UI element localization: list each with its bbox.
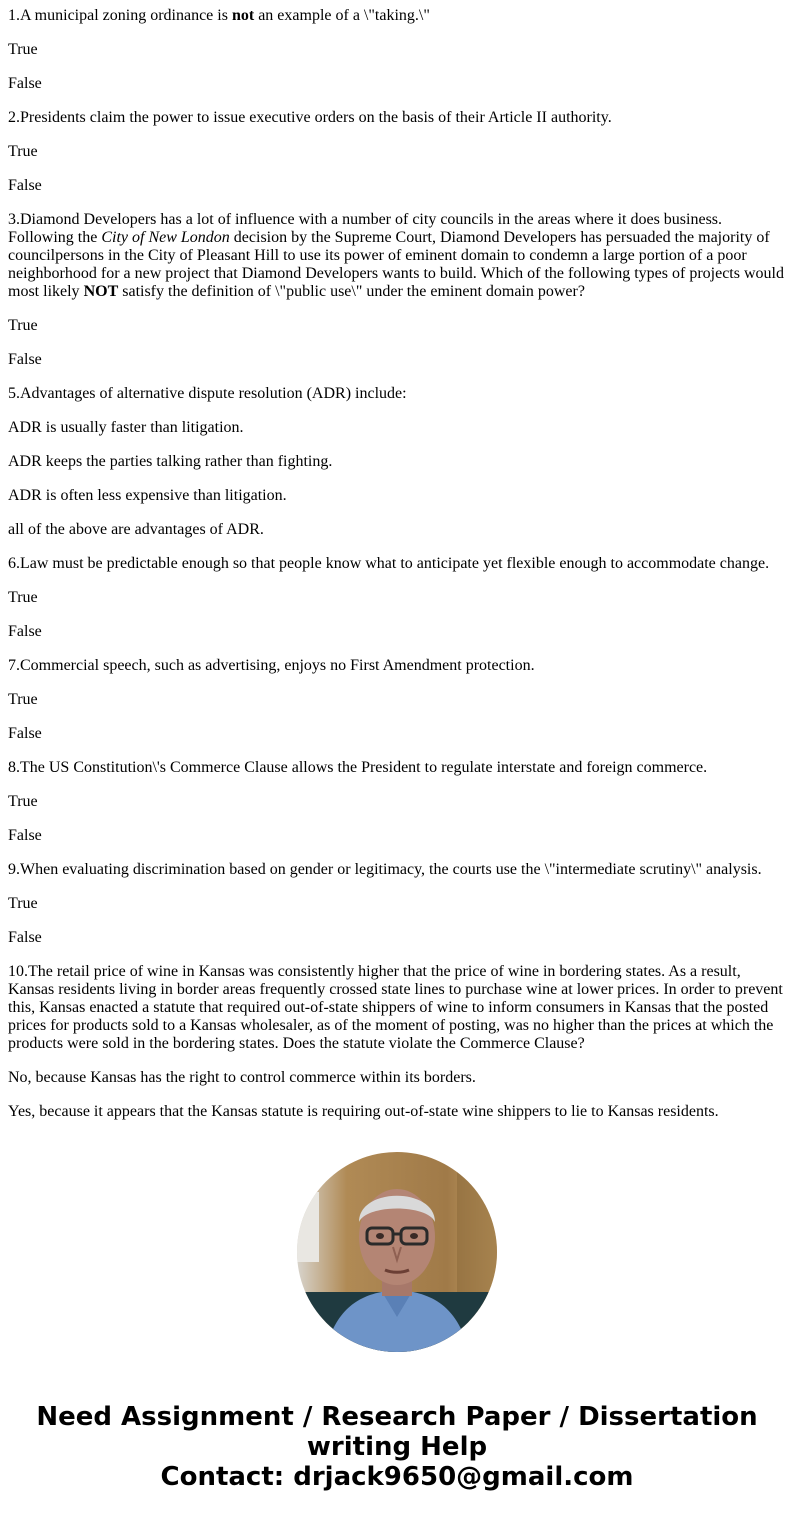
option-text: False bbox=[8, 177, 42, 194]
option-text: True bbox=[8, 143, 38, 160]
option-text: ADR is usually faster than litigation. bbox=[8, 419, 244, 436]
promo-line-1: Need Assignment / Research Paper / Dissertation bbox=[36, 1402, 758, 1432]
question-10: 10.The retail price of wine in Kansas was consistently higher that the price of wine in bordering states. As a result, Kansas residents living in border areas frequently crossed state lines to purchase wine at lower prices. In order to prevent this, Kansas enacted a statute that required out-of-state shippers of wine to inform consumers in Kansas that the posted prices for products sold to a Kansas wholesaler, as of the moment of posting, was no higher than the prices at which the products were sold in the bordering states. Does the statute violate the Commerce Clause? bbox=[8, 963, 783, 1052]
option-text: No, because Kansas has the right to control commerce within its borders. bbox=[8, 1069, 476, 1086]
option-text: False bbox=[8, 623, 42, 640]
promo-section bbox=[0, 1152, 794, 1492]
option-text: False bbox=[8, 827, 42, 844]
option-text: True bbox=[8, 895, 38, 912]
option-text: ADR keeps the parties talking rather than fighting. bbox=[8, 453, 333, 470]
avatar bbox=[297, 1152, 497, 1352]
option-text: False bbox=[8, 929, 42, 946]
question-7: 7.Commercial speech, such as advertising, enjoys no First Amendment protection. bbox=[8, 657, 535, 674]
question-2: 2.Presidents claim the power to issue executive orders on the basis of their Article II authority. bbox=[8, 109, 612, 126]
option-text: all of the above are advantages of ADR. bbox=[8, 521, 264, 538]
contact-email: Contact: drjack9650@gmail.com bbox=[160, 1462, 634, 1492]
option-text: True bbox=[8, 793, 38, 810]
option-text: False bbox=[8, 75, 42, 92]
question-9: 9.When evaluating discrimination based on gender or legitimacy, the courts use the \"intermediate scrutiny\" analysis. bbox=[8, 861, 762, 878]
option-text: True bbox=[8, 41, 38, 58]
question-1: 1.A municipal zoning ordinance is not an example of a \"taking.\" bbox=[8, 7, 430, 24]
promo-text bbox=[0, 1402, 794, 1492]
question-6: 6.Law must be predictable enough so that people know what to anticipate yet flexible enough to accommodate change. bbox=[8, 555, 770, 572]
question-5: 5.Advantages of alternative dispute resolution (ADR) include: bbox=[8, 385, 407, 402]
option-text: True bbox=[8, 589, 38, 606]
option-text: True bbox=[8, 691, 38, 708]
portrait-image bbox=[297, 1152, 497, 1352]
question-3: 3.Diamond Developers has a lot of influence with a number of city councils in the areas where it does business. Following the City of New London decision by the Supreme Court, Diamond Developers has persuaded the majority of councilpersons in the City of Pleasant Hill to use its power of eminent domain to condemn a large portion of a poor neighborhood for a new project that Diamond Developers wants to build. Which of the following types of projects would most likely NOT satisfy the definition of \"public use\" under the eminent domain power? bbox=[8, 211, 784, 300]
option-text: Yes, because it appears that the Kansas statute is requiring out-of-state wine shippers to lie to Kansas residents. bbox=[8, 1103, 719, 1120]
quiz-content bbox=[8, 7, 786, 1137]
option-text: True bbox=[8, 317, 38, 334]
promo-line-2: writing Help bbox=[306, 1432, 488, 1462]
option-text: False bbox=[8, 725, 42, 742]
option-text: ADR is often less expensive than litigation. bbox=[8, 487, 287, 504]
option-text: False bbox=[8, 351, 42, 368]
question-8: 8.The US Constitution\'s Commerce Clause allows the President to regulate interstate and foreign commerce. bbox=[8, 759, 708, 776]
